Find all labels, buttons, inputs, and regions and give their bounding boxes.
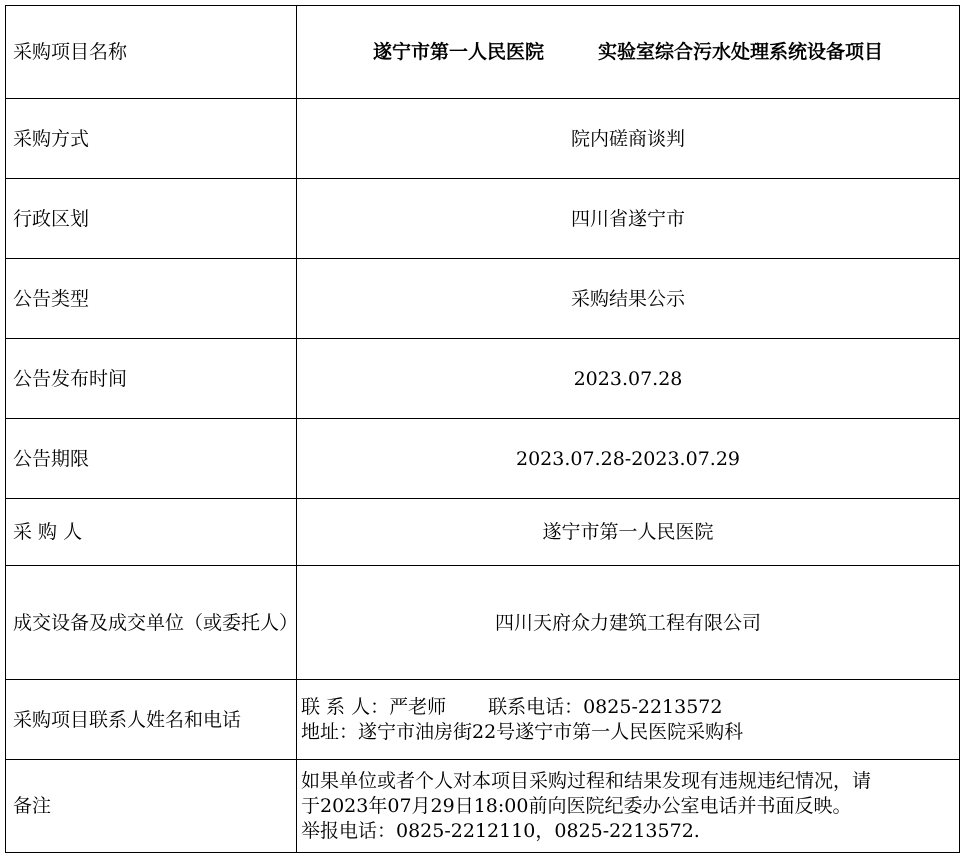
procurement-method-label: 采购方式 <box>6 99 297 179</box>
table-row <box>6 99 960 179</box>
table-row <box>6 6 960 99</box>
notice-period-label: 公告期限 <box>6 419 297 499</box>
table-row <box>6 419 960 499</box>
publish-time-value: 2023.07.28 <box>297 339 960 419</box>
purchaser-label: 采 购 人 <box>6 499 297 566</box>
table-row <box>6 179 960 259</box>
project-name-value <box>297 6 960 99</box>
remarks-line-1: 如果单位或者个人对本项目采购过程和结果发现有违规违纪情况，请 <box>301 769 872 792</box>
notice-type-value: 采购结果公示 <box>297 259 960 339</box>
region-label: 行政区划 <box>6 179 297 259</box>
remarks-value <box>297 760 960 853</box>
project-title: 实验室综合污水处理系统设备项目 <box>598 41 884 63</box>
contact-address: 地址：遂宁市油房街22号遂宁市第一人民医院采购科 <box>301 720 744 743</box>
region-value: 四川省遂宁市 <box>297 179 960 259</box>
contact-label: 采购项目联系人姓名和电话 <box>6 680 297 760</box>
contact-phone: 联系电话：0825-2213572 <box>488 695 723 718</box>
contact-line <box>301 695 955 720</box>
winner-label: 成交设备及成交单位（或委托人） <box>6 566 297 680</box>
remarks-label: 备注 <box>6 760 297 853</box>
contact-value <box>297 680 960 760</box>
table-row <box>6 566 960 680</box>
project-name-label: 采购项目名称 <box>6 6 297 99</box>
table-row <box>6 259 960 339</box>
table-row <box>6 680 960 760</box>
notice-period-value: 2023.07.28-2023.07.29 <box>297 419 960 499</box>
procurement-notice-table <box>5 5 960 853</box>
table-row <box>6 499 960 566</box>
notice-type-label: 公告类型 <box>6 259 297 339</box>
remarks-line-3: 举报电话：0825-2212110，0825-2213572. <box>301 819 700 842</box>
purchaser-value: 遂宁市第一人民医院 <box>297 499 960 566</box>
publish-time-label: 公告发布时间 <box>6 339 297 419</box>
table-row <box>6 760 960 853</box>
procurement-method-value: 院内磋商谈判 <box>297 99 960 179</box>
contact-person: 联 系 人：严老师 <box>301 695 447 718</box>
project-hospital-name: 遂宁市第一人民医院 <box>372 41 544 63</box>
table-row <box>6 339 960 419</box>
winner-value: 四川天府众力建筑工程有限公司 <box>297 566 960 680</box>
remarks-line-2: 于2023年07月29日18:00前向医院纪委办公室电话并书面反映。 <box>301 794 852 817</box>
